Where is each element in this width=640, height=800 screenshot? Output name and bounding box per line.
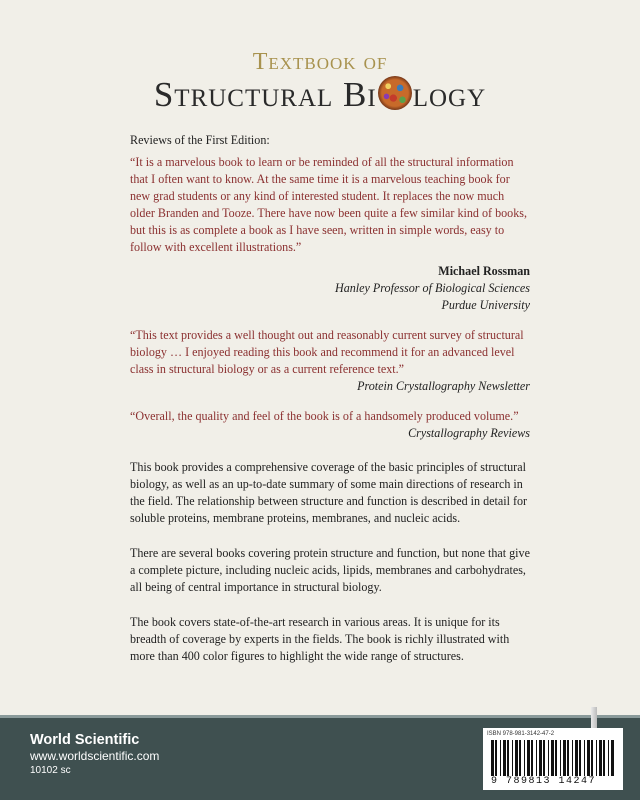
title-line-1: Textbook of [252,49,388,75]
reviewer-title: Hanley Professor of Biological Sciences [334,281,530,295]
publisher-info [30,732,159,778]
review-quote-1: “It is a marvelous book to learn or be reminded of all the structural information that I often want to know. At the same time it is a marvelous teaching book for new grad students or any kind of interested student. It replaces the now much older Branden and Tooze. There have now been quite a few similar kind of books, but this is as complete a book as I have seen, written in simple words, easy to follow with excellent illustrations.” [130,155,528,254]
barcode-digits: 9 789813 14247 [491,776,597,787]
reviews-section [130,132,530,442]
reviews-heading: Reviews of the First Edition: [130,133,270,147]
publisher-url: www.worldscientific.com [30,749,160,763]
review-quote-2: “This text provides a well thought out and reasonably current survey of structural biology … I enjoyed reading this book and recommend it for an advanced level class in structural biology or as a current reference text.” [130,328,524,376]
description-paragraph-3: The book covers state-of-the-art research in various areas. It is unique for its breadth of coverage by experts in the fields. The book is richly illustrated with more than 400 color figures to highlight the wide range of structures. [130,615,510,663]
review-source-3: Crystallography Reviews [408,426,530,440]
description-paragraph-1: This book provides a comprehensive coverage of the basic principles of structural biology, as well as an up-to-date summary of some main directions of research in the field. The relationship between structure and function is described in detail for soluble proteins, membrane proteins, membranes, and nucleic acids. [130,460,528,525]
publisher-name: World Scientific [30,732,140,748]
isbn-barcode [483,728,623,790]
book-description [130,459,530,683]
molecule-globe-icon [378,76,412,110]
title-line-2 [0,76,640,114]
barcode-bars-icon [491,740,615,776]
title-line-2-part-1: Structural Bi [153,75,377,114]
review-quote-3: “Overall, the quality and feel of the book is of a handsomely produced volume.” [130,409,519,423]
review-attribution-1 [130,263,530,314]
isbn-label: ISBN 978-981-3142-47-2 [487,731,555,737]
book-title [0,48,640,114]
reviewer-affiliation: Purdue University [441,298,530,312]
review-source-2: Protein Crystallography Newsletter [357,379,530,393]
publisher-code: 10102 sc [30,765,71,776]
description-paragraph-2: There are several books covering protein structure and function, but none that give a complete picture, including nucleic acids, lipids, membranes and carbohydrates, all being of central importance in structural biology. [130,546,530,594]
reviewer-name: Michael Rossman [438,264,530,278]
title-line-2-part-2: logy [412,75,487,114]
